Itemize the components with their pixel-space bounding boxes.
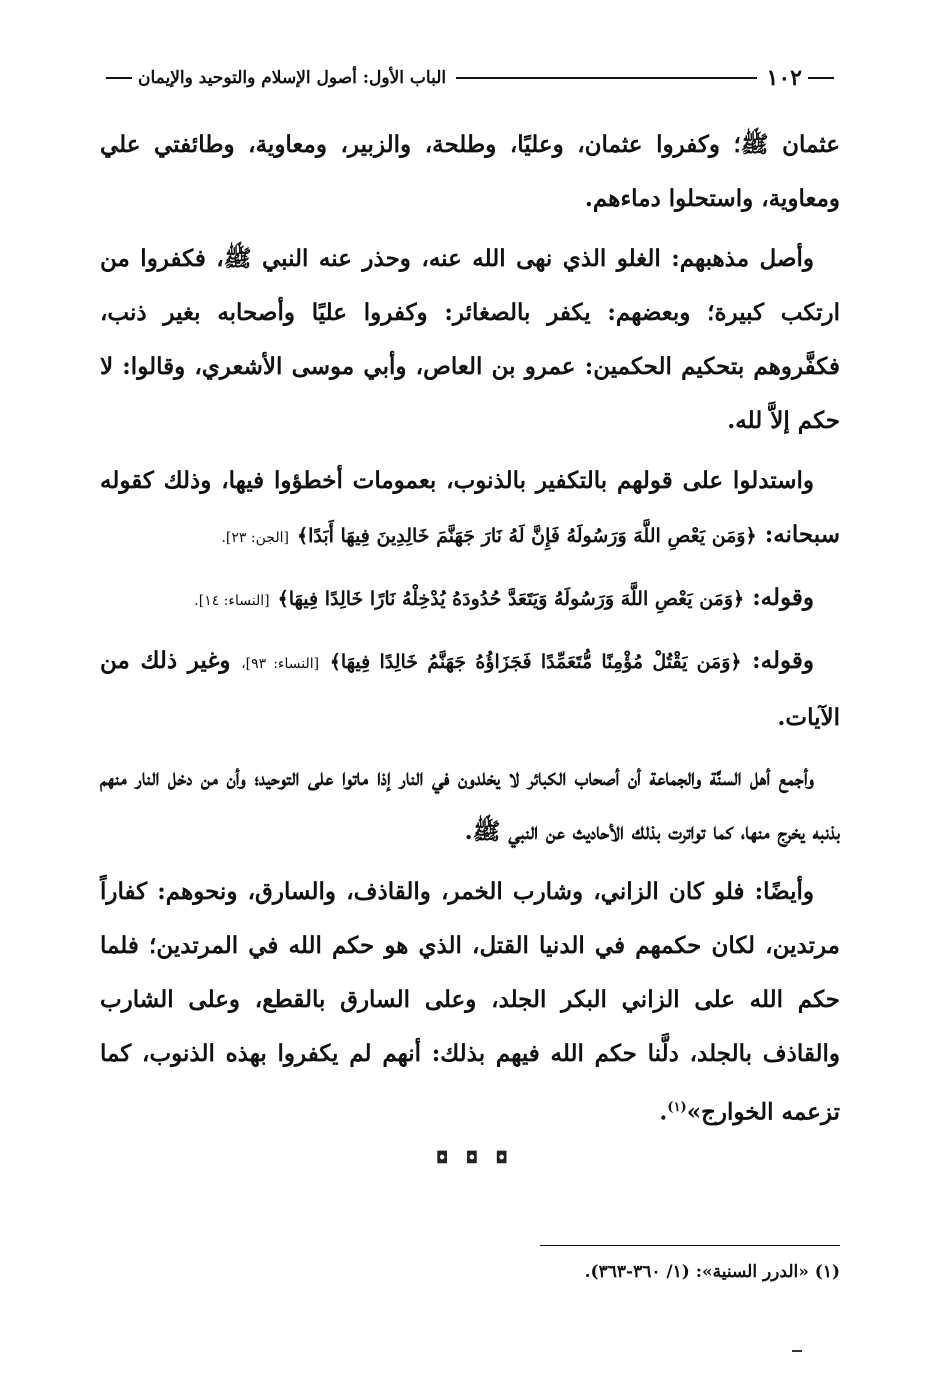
verse-reference: [الجن: ٢٣]. xyxy=(221,530,289,546)
paragraph-end: . xyxy=(659,1098,668,1126)
footnote-separator xyxy=(540,1245,840,1246)
paragraph xyxy=(100,571,840,628)
quran-verse: ﴿وَمَن يَعْصِ اللَّهَ وَرَسُولَهُ فَإِنَّ لَهُ نَارَ جَهَنَّمَ خَالِدِينَ فِيهَا أَبَدًا﴾ xyxy=(296,525,757,547)
paragraph-text: واستدلوا على قولهم بالتكفير بالذنوب، بعمومات أخطؤوا فيها، وذلك كقوله سبحانه: xyxy=(100,467,840,548)
paragraph-text: وأصل مذهبهم: الغلو الذي نهى الله عنه، وحذر عنه النبي ﷺ، فكفروا من ارتكب كبيرة؛ وبعضهم: يكفر بالصغائر: وكفروا عليًا وأصحابه بغير ذنب، فكفَّروهم بتحكيم الحكمين: عمرو بن العاص، وأبي موسى الأشعري، وقالوا: لا حكم إلاَّ لله. xyxy=(100,245,840,434)
paragraph-text: وقوله: xyxy=(752,647,814,674)
paragraph xyxy=(100,634,840,745)
paragraph-text: عثمان ﷺ؛ وكفروا عثمان، وعليًا، وطلحة، والزبير، ومعاوية، وطائفتي علي ومعاوية، واستحلوا دماءهم. xyxy=(100,131,840,212)
paragraph-text: وقوله: xyxy=(752,584,814,611)
paragraph xyxy=(100,232,840,448)
scan-mark xyxy=(792,1350,802,1352)
paragraph xyxy=(100,118,840,226)
header-dash-right xyxy=(808,77,834,79)
quran-verse: ﴿وَمَن يَقْتُلْ مُؤْمِنًا مُّتَعَمِّدًا فَجَزَاؤُهُ جَهَنَّمُ خَالِدًا فِيهَا﴾ xyxy=(329,651,742,673)
paragraph xyxy=(100,454,840,565)
paragraph-text: وغير ذلك من الآيات. xyxy=(100,647,840,731)
quran-verse: ﴿وَمَن يَعْصِ اللَّهَ وَرَسُولَهُ وَيَتَعَدَّ حُدُودَهُ يُدْخِلْهُ نَارًا خَالِدًا فِيهَا﴾ xyxy=(277,588,745,610)
header-dash-left xyxy=(106,77,132,79)
chapter-title: الباب الأول: أصول الإسلام والتوحيد والإيمان xyxy=(138,68,447,88)
header-rule xyxy=(456,77,756,79)
verse-reference: [النساء: ١٤]. xyxy=(194,593,270,609)
running-header xyxy=(100,58,840,98)
main-text xyxy=(100,118,840,1146)
verse-reference: [النساء: ٩٣]، xyxy=(241,656,320,672)
paragraph-text: وأجمع أهل السنَّة والجماعة أن أصحاب الكبائر لا يخلدون في النار إذا ماتوا على التوحيد؛ وأن من دخل النار منهم بذنبه يخرج منها، كما تواترت بذلك الأحاديث عن النبي ﷺ. xyxy=(100,764,840,845)
paragraph xyxy=(100,751,840,859)
paragraph xyxy=(100,865,840,1140)
footnote: (١) «الدرر السنية»: (١/ ٣٦٠-٣٦٣). xyxy=(584,1262,840,1282)
page-number: ١٠٢ xyxy=(766,65,802,91)
section-ornament: ◘ ◘ ◘ xyxy=(435,1148,515,1167)
paragraph-text: وأيضًا: فلو كان الزاني، وشارب الخمر، والقاذف، والسارق، ونحوهم: كفاراً مرتدين، لكان حكمهم في الدنيا القتل، الذي هو حكم الله في المرتدين؛ فلما حكم الله على الزاني البكر الجلد، وعلى السارق بالقطع، وعلى الشارب والقاذف بالجلد، دلَّنا حكم الله فيهم بذلك: أنهم لم يكفروا بهذه الذنوب، كما تزعمه الخوارج» xyxy=(100,878,840,1126)
footnote-marker: (١) xyxy=(667,1100,687,1115)
